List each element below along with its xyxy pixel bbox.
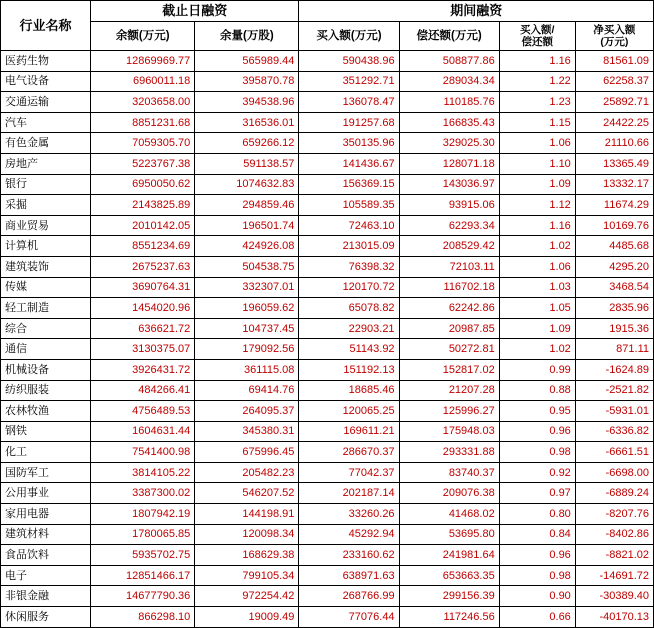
cell-industry: 非银金融 bbox=[1, 586, 91, 607]
cell-ratio: 0.95 bbox=[499, 401, 575, 422]
cell-repay-amount: 166835.43 bbox=[399, 112, 499, 133]
cell-net-buy: -6661.51 bbox=[575, 442, 653, 463]
cell-buy-amount: 22903.21 bbox=[299, 318, 399, 339]
cell-balance: 3814105.22 bbox=[91, 462, 195, 483]
cell-repay-amount: 116702.18 bbox=[399, 277, 499, 298]
cell-industry: 电气设备 bbox=[1, 71, 91, 92]
cell-ratio: 0.66 bbox=[499, 607, 575, 628]
cell-buy-amount: 120065.25 bbox=[299, 401, 399, 422]
cell-net-buy: -30389.40 bbox=[575, 586, 653, 607]
cell-buy-amount: 18685.46 bbox=[299, 380, 399, 401]
cell-ratio: 1.16 bbox=[499, 215, 575, 236]
cell-repay-amount: 208529.42 bbox=[399, 236, 499, 257]
cell-ratio: 0.84 bbox=[499, 524, 575, 545]
cell-ratio: 0.92 bbox=[499, 462, 575, 483]
cell-industry: 休闲服务 bbox=[1, 607, 91, 628]
cell-industry: 纺织服装 bbox=[1, 380, 91, 401]
cell-repay-amount: 41468.02 bbox=[399, 504, 499, 525]
cell-repay-amount: 289034.34 bbox=[399, 71, 499, 92]
table-row bbox=[1, 133, 654, 154]
cell-repay-amount: 329025.30 bbox=[399, 133, 499, 154]
cell-volume: 565989.44 bbox=[195, 51, 299, 72]
table-row bbox=[1, 112, 654, 133]
cell-industry: 家用电器 bbox=[1, 504, 91, 525]
cell-volume: 395870.78 bbox=[195, 71, 299, 92]
cell-industry: 采掘 bbox=[1, 195, 91, 216]
cell-net-buy: 2835.96 bbox=[575, 298, 653, 319]
cell-buy-amount: 65078.82 bbox=[299, 298, 399, 319]
cell-ratio: 1.12 bbox=[499, 195, 575, 216]
cell-buy-amount: 202187.14 bbox=[299, 483, 399, 504]
cell-repay-amount: 62242.86 bbox=[399, 298, 499, 319]
table-row bbox=[1, 462, 654, 483]
cell-industry: 公用事业 bbox=[1, 483, 91, 504]
cell-industry: 有色金属 bbox=[1, 133, 91, 154]
cell-industry: 化工 bbox=[1, 442, 91, 463]
cell-volume: 361115.08 bbox=[195, 359, 299, 380]
cell-industry: 电子 bbox=[1, 565, 91, 586]
table-row bbox=[1, 565, 654, 586]
cell-ratio: 1.16 bbox=[499, 51, 575, 72]
cell-ratio: 0.88 bbox=[499, 380, 575, 401]
cell-buy-amount: 268766.99 bbox=[299, 586, 399, 607]
cell-buy-amount: 191257.68 bbox=[299, 112, 399, 133]
cell-balance: 14677790.36 bbox=[91, 586, 195, 607]
table-row bbox=[1, 524, 654, 545]
cell-balance: 2010142.05 bbox=[91, 215, 195, 236]
cell-repay-amount: 143036.97 bbox=[399, 174, 499, 195]
cell-volume: 264095.37 bbox=[195, 401, 299, 422]
cell-balance: 12851466.17 bbox=[91, 565, 195, 586]
table-body bbox=[1, 51, 654, 628]
cell-net-buy: 13332.17 bbox=[575, 174, 653, 195]
cell-buy-amount: 590438.96 bbox=[299, 51, 399, 72]
header-group-cutoff: 截止日融资 bbox=[91, 1, 299, 22]
cell-net-buy: -8821.02 bbox=[575, 545, 653, 566]
cell-repay-amount: 125996.27 bbox=[399, 401, 499, 422]
header-buy-amount: 买入额(万元) bbox=[299, 22, 399, 51]
cell-buy-amount: 136078.47 bbox=[299, 92, 399, 113]
cell-ratio: 1.02 bbox=[499, 236, 575, 257]
cell-volume: 179092.56 bbox=[195, 339, 299, 360]
cell-volume: 799105.34 bbox=[195, 565, 299, 586]
table-row bbox=[1, 318, 654, 339]
cell-volume: 69414.76 bbox=[195, 380, 299, 401]
table-row bbox=[1, 483, 654, 504]
cell-ratio: 0.96 bbox=[499, 421, 575, 442]
cell-volume: 1074632.83 bbox=[195, 174, 299, 195]
cell-ratio: 0.96 bbox=[499, 545, 575, 566]
cell-balance: 1807942.19 bbox=[91, 504, 195, 525]
cell-net-buy: -40170.13 bbox=[575, 607, 653, 628]
cell-ratio: 1.09 bbox=[499, 174, 575, 195]
header-industry: 行业名称 bbox=[1, 1, 91, 51]
cell-balance: 2143825.89 bbox=[91, 195, 195, 216]
cell-buy-amount: 77042.37 bbox=[299, 462, 399, 483]
cell-volume: 144198.91 bbox=[195, 504, 299, 525]
cell-net-buy: -6889.24 bbox=[575, 483, 653, 504]
table-row bbox=[1, 298, 654, 319]
cell-volume: 196059.62 bbox=[195, 298, 299, 319]
cell-net-buy: 10169.76 bbox=[575, 215, 653, 236]
header-volume: 余量(万股) bbox=[195, 22, 299, 51]
table-group-header-row bbox=[1, 1, 654, 22]
cell-net-buy: -8402.86 bbox=[575, 524, 653, 545]
cell-balance: 3203658.00 bbox=[91, 92, 195, 113]
cell-buy-amount: 76398.32 bbox=[299, 256, 399, 277]
cell-buy-amount: 105589.35 bbox=[299, 195, 399, 216]
cell-buy-amount: 213015.09 bbox=[299, 236, 399, 257]
cell-repay-amount: 299156.39 bbox=[399, 586, 499, 607]
table-row bbox=[1, 71, 654, 92]
cell-net-buy: 1915.36 bbox=[575, 318, 653, 339]
table-row bbox=[1, 607, 654, 628]
cell-balance: 3926431.72 bbox=[91, 359, 195, 380]
table-header-row bbox=[1, 22, 654, 51]
cell-ratio: 1.15 bbox=[499, 112, 575, 133]
cell-volume: 316536.01 bbox=[195, 112, 299, 133]
header-group-period: 期间融资 bbox=[299, 1, 654, 22]
cell-net-buy: -1624.89 bbox=[575, 359, 653, 380]
cell-industry: 汽车 bbox=[1, 112, 91, 133]
table-row bbox=[1, 380, 654, 401]
cell-balance: 3387300.02 bbox=[91, 483, 195, 504]
cell-net-buy: 21110.66 bbox=[575, 133, 653, 154]
cell-balance: 8551234.69 bbox=[91, 236, 195, 257]
cell-net-buy: 13365.49 bbox=[575, 153, 653, 174]
cell-buy-amount: 169611.21 bbox=[299, 421, 399, 442]
cell-net-buy: 3468.54 bbox=[575, 277, 653, 298]
cell-buy-amount: 350135.96 bbox=[299, 133, 399, 154]
cell-ratio: 1.06 bbox=[499, 133, 575, 154]
cell-volume: 168629.38 bbox=[195, 545, 299, 566]
cell-net-buy: -5931.01 bbox=[575, 401, 653, 422]
cell-buy-amount: 351292.71 bbox=[299, 71, 399, 92]
cell-ratio: 1.10 bbox=[499, 153, 575, 174]
cell-net-buy: -2521.82 bbox=[575, 380, 653, 401]
cell-balance: 4756489.53 bbox=[91, 401, 195, 422]
cell-balance: 12869969.77 bbox=[91, 51, 195, 72]
cell-repay-amount: 50272.81 bbox=[399, 339, 499, 360]
cell-net-buy: 81561.09 bbox=[575, 51, 653, 72]
cell-balance: 6950050.62 bbox=[91, 174, 195, 195]
cell-net-buy: -6698.00 bbox=[575, 462, 653, 483]
cell-ratio: 0.97 bbox=[499, 483, 575, 504]
cell-buy-amount: 638971.63 bbox=[299, 565, 399, 586]
cell-industry: 交通运输 bbox=[1, 92, 91, 113]
cell-ratio: 1.23 bbox=[499, 92, 575, 113]
cell-balance: 484266.41 bbox=[91, 380, 195, 401]
table-row bbox=[1, 236, 654, 257]
cell-buy-amount: 151192.13 bbox=[299, 359, 399, 380]
cell-net-buy: -14691.72 bbox=[575, 565, 653, 586]
cell-net-buy: -8207.76 bbox=[575, 504, 653, 525]
cell-industry: 医药生物 bbox=[1, 51, 91, 72]
cell-volume: 205482.23 bbox=[195, 462, 299, 483]
cell-ratio: 1.06 bbox=[499, 256, 575, 277]
cell-volume: 196501.74 bbox=[195, 215, 299, 236]
cell-balance: 6960011.18 bbox=[91, 71, 195, 92]
cell-repay-amount: 62293.34 bbox=[399, 215, 499, 236]
cell-net-buy: 25892.71 bbox=[575, 92, 653, 113]
cell-industry: 轻工制造 bbox=[1, 298, 91, 319]
cell-repay-amount: 293331.88 bbox=[399, 442, 499, 463]
cell-repay-amount: 508877.86 bbox=[399, 51, 499, 72]
cell-buy-amount: 51143.92 bbox=[299, 339, 399, 360]
cell-balance: 1454020.96 bbox=[91, 298, 195, 319]
cell-buy-amount: 33260.26 bbox=[299, 504, 399, 525]
cell-volume: 19009.49 bbox=[195, 607, 299, 628]
table-row bbox=[1, 256, 654, 277]
cell-ratio: 0.98 bbox=[499, 442, 575, 463]
cell-industry: 商业贸易 bbox=[1, 215, 91, 236]
cell-industry: 农林牧渔 bbox=[1, 401, 91, 422]
cell-volume: 332307.01 bbox=[195, 277, 299, 298]
cell-buy-amount: 45292.94 bbox=[299, 524, 399, 545]
cell-industry: 钢铁 bbox=[1, 421, 91, 442]
cell-repay-amount: 117246.56 bbox=[399, 607, 499, 628]
cell-repay-amount: 72103.11 bbox=[399, 256, 499, 277]
cell-balance: 3690764.31 bbox=[91, 277, 195, 298]
header-repay-amount: 偿还额(万元) bbox=[399, 22, 499, 51]
cell-buy-amount: 72463.10 bbox=[299, 215, 399, 236]
cell-repay-amount: 110185.76 bbox=[399, 92, 499, 113]
table-row bbox=[1, 504, 654, 525]
cell-net-buy: -6336.82 bbox=[575, 421, 653, 442]
cell-volume: 104737.45 bbox=[195, 318, 299, 339]
cell-industry: 食品饮料 bbox=[1, 545, 91, 566]
cell-balance: 5935702.75 bbox=[91, 545, 195, 566]
cell-repay-amount: 93915.06 bbox=[399, 195, 499, 216]
cell-volume: 546207.52 bbox=[195, 483, 299, 504]
cell-balance: 866298.10 bbox=[91, 607, 195, 628]
table-row bbox=[1, 339, 654, 360]
cell-ratio: 1.02 bbox=[499, 339, 575, 360]
cell-repay-amount: 83740.37 bbox=[399, 462, 499, 483]
cell-ratio: 1.22 bbox=[499, 71, 575, 92]
cell-volume: 345380.31 bbox=[195, 421, 299, 442]
cell-balance: 7059305.70 bbox=[91, 133, 195, 154]
cell-volume: 972254.42 bbox=[195, 586, 299, 607]
header-net-buy: 净买入额 (万元) bbox=[575, 22, 653, 51]
cell-net-buy: 62258.37 bbox=[575, 71, 653, 92]
table-row bbox=[1, 401, 654, 422]
cell-volume: 424926.08 bbox=[195, 236, 299, 257]
table-row bbox=[1, 545, 654, 566]
cell-industry: 传媒 bbox=[1, 277, 91, 298]
cell-repay-amount: 152817.02 bbox=[399, 359, 499, 380]
cell-ratio: 1.03 bbox=[499, 277, 575, 298]
cell-balance: 1780065.85 bbox=[91, 524, 195, 545]
cell-ratio: 0.99 bbox=[499, 359, 575, 380]
cell-industry: 银行 bbox=[1, 174, 91, 195]
cell-volume: 394538.96 bbox=[195, 92, 299, 113]
header-buy-repay-ratio: 买入额/ 偿还额 bbox=[499, 22, 575, 51]
cell-net-buy: 24422.25 bbox=[575, 112, 653, 133]
cell-net-buy: 4295.20 bbox=[575, 256, 653, 277]
cell-industry: 通信 bbox=[1, 339, 91, 360]
cell-repay-amount: 653663.35 bbox=[399, 565, 499, 586]
table-row bbox=[1, 92, 654, 113]
cell-buy-amount: 156369.15 bbox=[299, 174, 399, 195]
table-row bbox=[1, 153, 654, 174]
cell-repay-amount: 53695.80 bbox=[399, 524, 499, 545]
table-row bbox=[1, 359, 654, 380]
cell-repay-amount: 21207.28 bbox=[399, 380, 499, 401]
cell-buy-amount: 141436.67 bbox=[299, 153, 399, 174]
cell-balance: 5223767.38 bbox=[91, 153, 195, 174]
cell-repay-amount: 175948.03 bbox=[399, 421, 499, 442]
cell-repay-amount: 128071.18 bbox=[399, 153, 499, 174]
cell-ratio: 0.90 bbox=[499, 586, 575, 607]
cell-volume: 675996.45 bbox=[195, 442, 299, 463]
cell-balance: 7541400.98 bbox=[91, 442, 195, 463]
table-row bbox=[1, 442, 654, 463]
cell-volume: 591138.57 bbox=[195, 153, 299, 174]
cell-balance: 3130375.07 bbox=[91, 339, 195, 360]
table-row bbox=[1, 51, 654, 72]
cell-balance: 2675237.63 bbox=[91, 256, 195, 277]
cell-industry: 综合 bbox=[1, 318, 91, 339]
cell-balance: 8851231.68 bbox=[91, 112, 195, 133]
table-row bbox=[1, 421, 654, 442]
cell-net-buy: 4485.68 bbox=[575, 236, 653, 257]
cell-volume: 120098.34 bbox=[195, 524, 299, 545]
cell-industry: 计算机 bbox=[1, 236, 91, 257]
cell-buy-amount: 286670.37 bbox=[299, 442, 399, 463]
cell-buy-amount: 120170.72 bbox=[299, 277, 399, 298]
header-balance: 余额(万元) bbox=[91, 22, 195, 51]
cell-industry: 机械设备 bbox=[1, 359, 91, 380]
table-row bbox=[1, 215, 654, 236]
cell-net-buy: 11674.29 bbox=[575, 195, 653, 216]
cell-volume: 659266.12 bbox=[195, 133, 299, 154]
cell-ratio: 0.98 bbox=[499, 565, 575, 586]
cell-repay-amount: 241981.64 bbox=[399, 545, 499, 566]
cell-industry: 建筑装饰 bbox=[1, 256, 91, 277]
cell-ratio: 0.80 bbox=[499, 504, 575, 525]
cell-industry: 房地产 bbox=[1, 153, 91, 174]
cell-buy-amount: 77076.44 bbox=[299, 607, 399, 628]
cell-volume: 504538.75 bbox=[195, 256, 299, 277]
cell-ratio: 1.05 bbox=[499, 298, 575, 319]
cell-ratio: 1.09 bbox=[499, 318, 575, 339]
cell-buy-amount: 233160.62 bbox=[299, 545, 399, 566]
cell-net-buy: 871.11 bbox=[575, 339, 653, 360]
cell-balance: 1604631.44 bbox=[91, 421, 195, 442]
cell-repay-amount: 209076.38 bbox=[399, 483, 499, 504]
cell-repay-amount: 20987.85 bbox=[399, 318, 499, 339]
table-row bbox=[1, 586, 654, 607]
table-row bbox=[1, 174, 654, 195]
cell-balance: 636621.72 bbox=[91, 318, 195, 339]
table-row bbox=[1, 277, 654, 298]
cell-industry: 建筑材料 bbox=[1, 524, 91, 545]
table-row bbox=[1, 195, 654, 216]
cell-industry: 国防军工 bbox=[1, 462, 91, 483]
cell-volume: 294859.46 bbox=[195, 195, 299, 216]
